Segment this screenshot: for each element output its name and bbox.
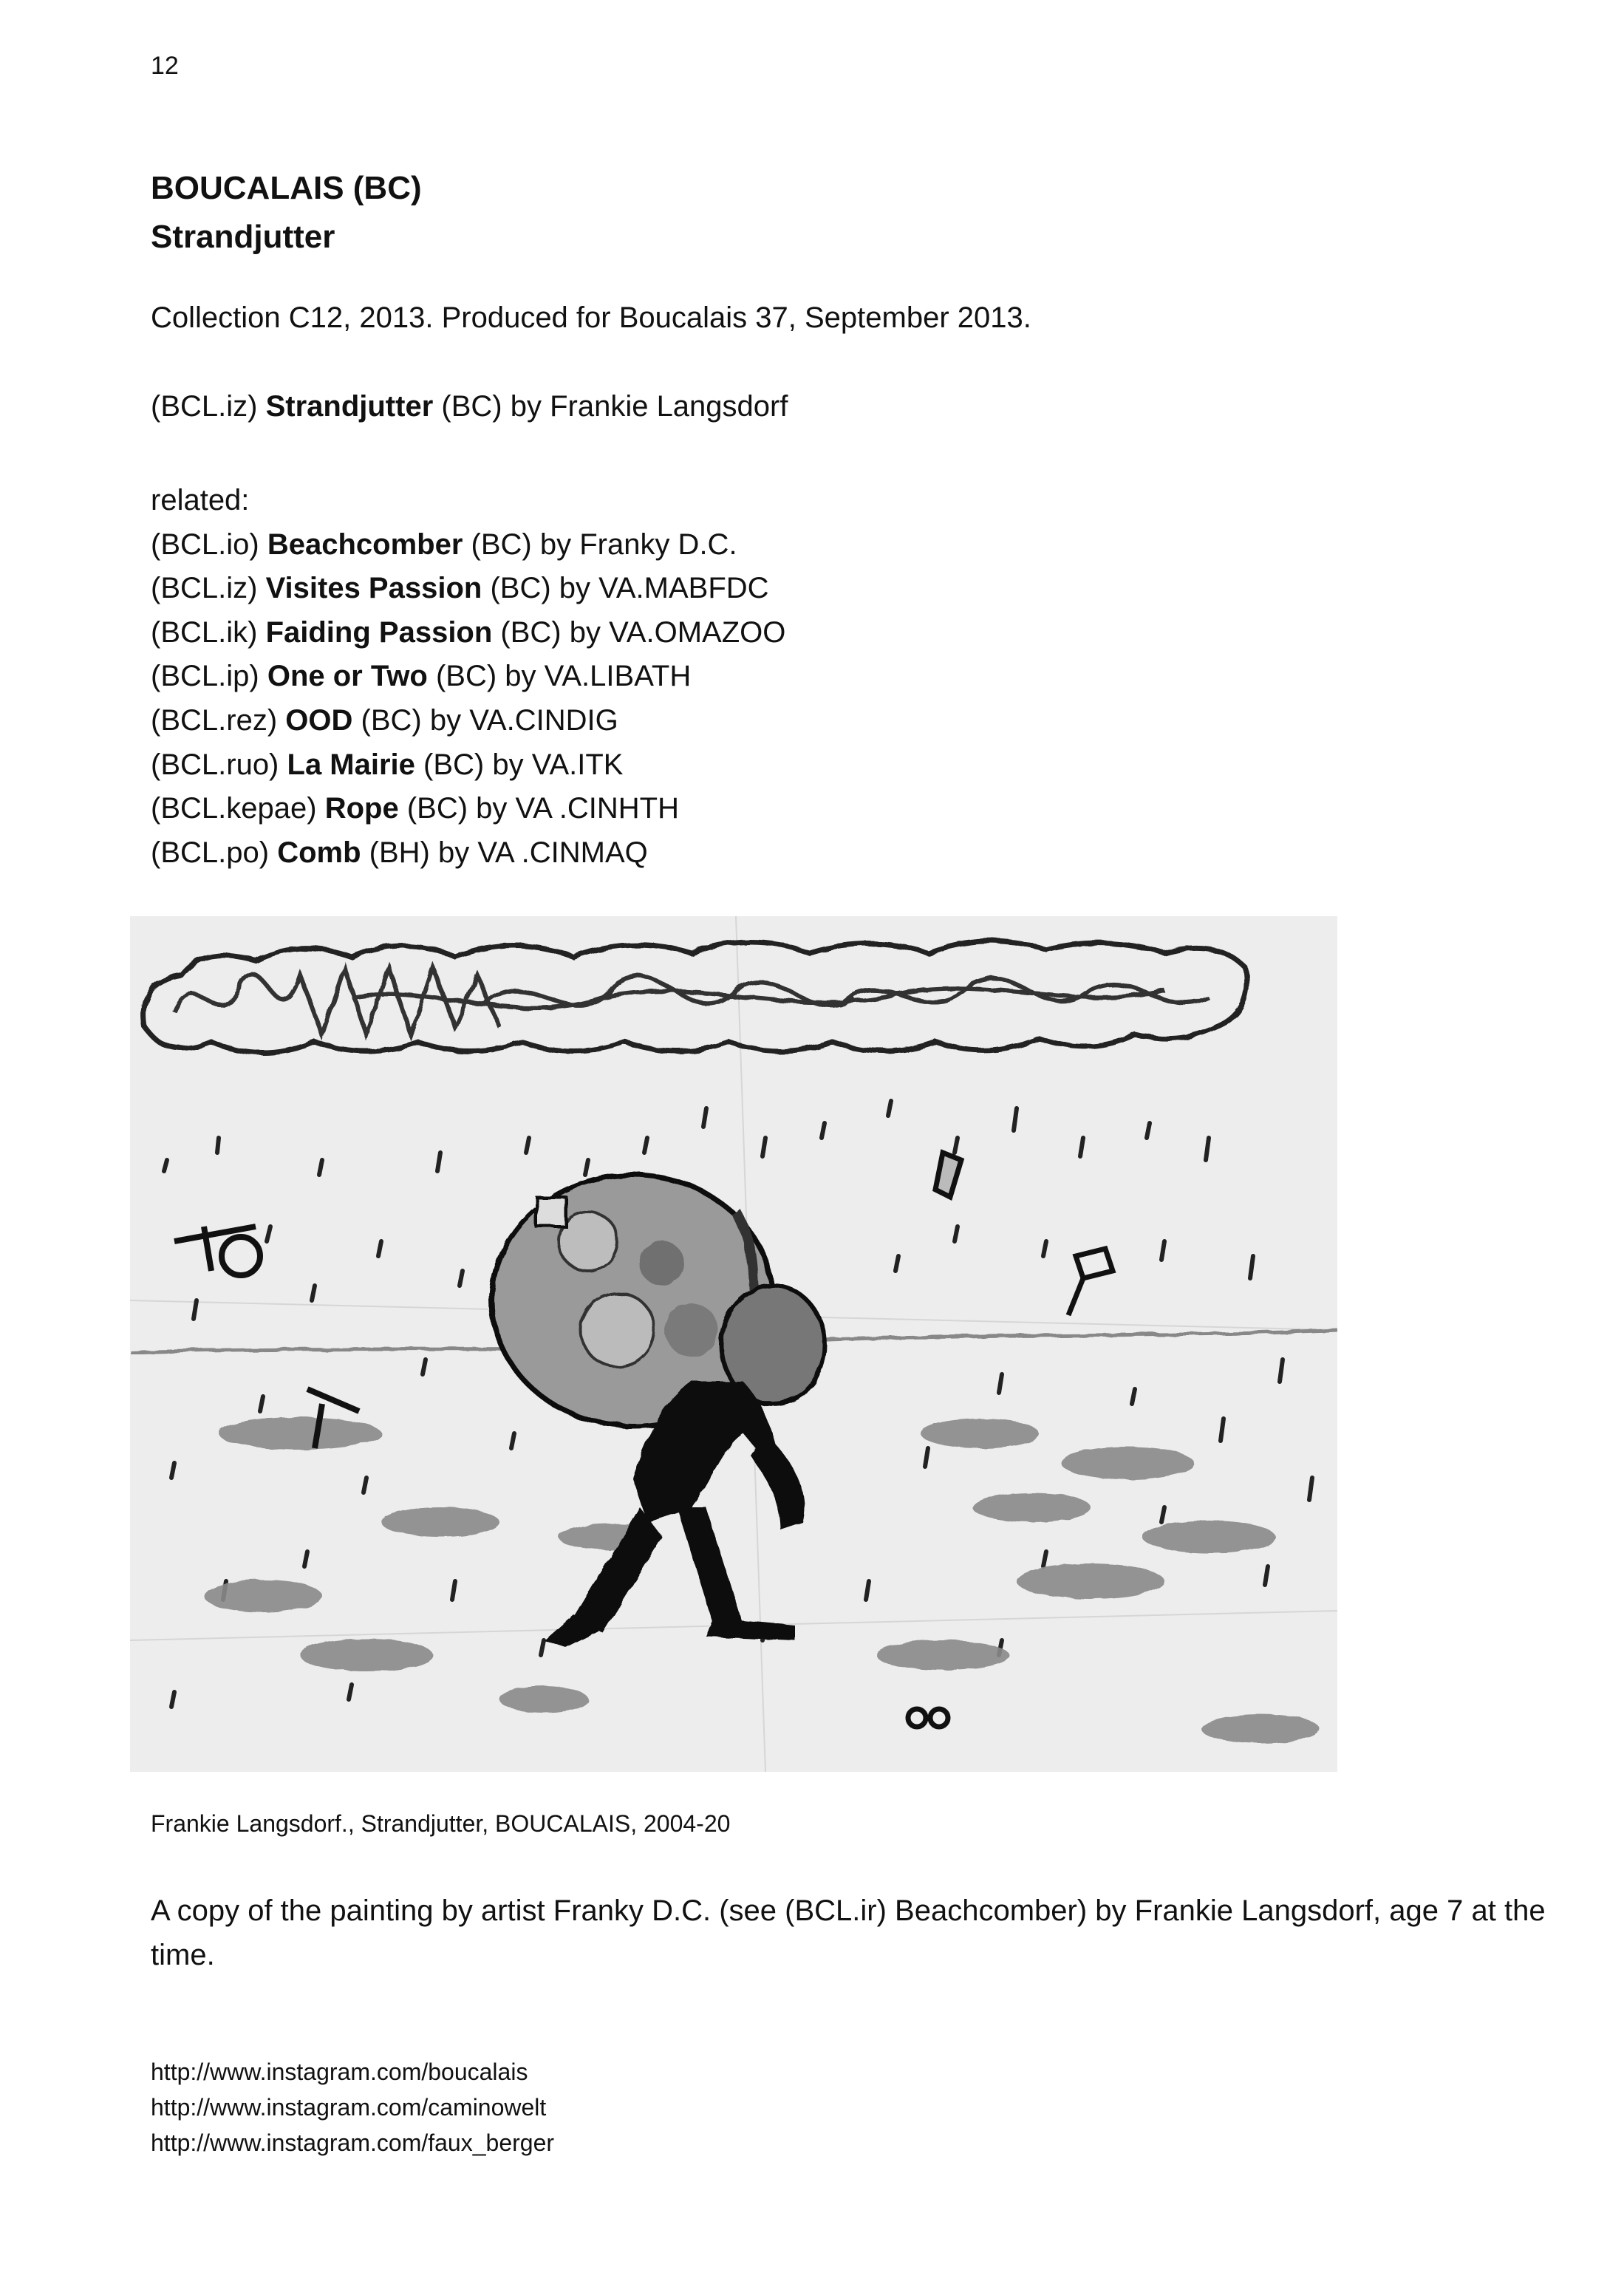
related-title: Faiding Passion xyxy=(265,615,493,649)
related-list xyxy=(151,479,785,875)
related-code: (BCL.ip) xyxy=(151,660,259,693)
instagram-link-caminowelt[interactable]: http://www.instagram.com/caminowelt xyxy=(151,2094,547,2121)
page-subtitle: Strandjutter xyxy=(151,219,335,255)
related-title: One or Two xyxy=(267,660,428,693)
main-entry xyxy=(151,390,788,423)
related-rest: (BC) by VA.ITK xyxy=(423,748,624,781)
related-code: (BCL.rez) xyxy=(151,703,278,737)
title-block xyxy=(151,164,422,262)
instagram-link-boucalais[interactable]: http://www.instagram.com/boucalais xyxy=(151,2059,528,2085)
related-item xyxy=(151,611,785,655)
related-item xyxy=(151,831,785,876)
related-code: (BCL.ruo) xyxy=(151,748,279,781)
related-code: (BCL.io) xyxy=(151,528,259,561)
related-rest: (BC) by VA.MABFDC xyxy=(490,572,769,605)
related-item xyxy=(151,787,785,831)
related-rest: (BC) by VA.CINDIG xyxy=(361,703,618,737)
related-item xyxy=(151,699,785,743)
related-rest: (BC) by VA.OMAZOO xyxy=(500,615,786,649)
related-title: Beachcomber xyxy=(267,528,463,561)
image-caption: Frankie Langsdorf., Strandjutter, BOUCALAIS, 2004-20 xyxy=(151,1810,731,1837)
related-label: related: xyxy=(151,484,250,516)
related-code: (BCL.kepae) xyxy=(151,792,317,825)
page-title: BOUCALAIS (BC) xyxy=(151,170,422,206)
related-rest: (BH) by VA .CINMAQ xyxy=(369,836,648,869)
entry-title: Strandjutter xyxy=(265,390,434,423)
related-title: Comb xyxy=(277,836,361,869)
related-title: Visites Passion xyxy=(265,572,482,605)
related-item xyxy=(151,567,785,611)
related-rest: (BC) by VA .CINHTH xyxy=(406,792,679,825)
related-title: OOD xyxy=(285,703,353,737)
related-title: Rope xyxy=(324,792,399,825)
related-rest: (BC) by VA.LIBATH xyxy=(435,660,692,693)
related-title: La Mairie xyxy=(287,748,415,781)
related-code: (BCL.iz) xyxy=(151,572,258,605)
instagram-link-faux-berger[interactable]: http://www.instagram.com/faux_berger xyxy=(151,2129,555,2156)
related-code: (BCL.ik) xyxy=(151,615,258,649)
collection-line: Collection C12, 2013. Produced for Boucalais 37, September 2013. xyxy=(151,301,1031,334)
related-item xyxy=(151,655,785,699)
entry-code: (BCL.iz) xyxy=(151,390,258,423)
related-code: (BCL.po) xyxy=(151,836,270,869)
related-item xyxy=(151,743,785,788)
description-text: A copy of the painting by artist Franky D.C. (see (BCL.ir) Beachcomber) by Frankie Langsdorf, age 7 at the time. xyxy=(151,1894,1546,1971)
artwork-drawing xyxy=(130,916,1337,1772)
related-item xyxy=(151,523,785,567)
page-number: 12 xyxy=(151,52,179,80)
entry-rest: (BC) by Frankie Langsdorf xyxy=(441,390,788,423)
related-rest: (BC) by Franky D.C. xyxy=(471,528,737,561)
links-list xyxy=(151,2054,554,2160)
